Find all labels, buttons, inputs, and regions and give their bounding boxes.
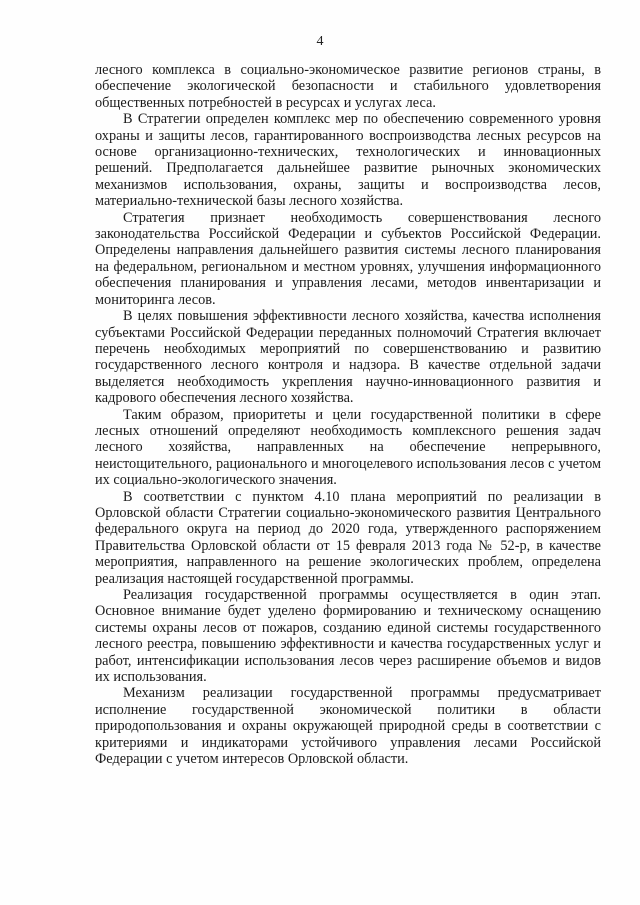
paragraph: лесного комплекса в социально-экономическое развитие регионов страны, в обеспечение экологической безопасности и стабильного удовлетворения общественных потребностей в ресурсах и услугах леса. (95, 62, 601, 111)
paragraph: В Стратегии определен комплекс мер по обеспечению современного уровня охраны и защиты лесов, гарантированного воспроизводства лесных ресурсов на основе организационно-технических, технологических и инновационных решений. Предполагается дальнейшее развитие рыночных экономических механизмов использования, охраны, защиты и воспроизводства лесов, материально-технической базы лесного хозяйства. (95, 111, 601, 210)
paragraph: Таким образом, приоритеты и цели государственной политики в сфере лесных отношений определяют необходимость комплексного решения задач лесного хозяйства, направленных на обеспечение непрерывного, неистощительного, рационального и многоцелевого использования лесов с учетом их социально-экологического значения. (95, 406, 601, 489)
page-number: 4 (316, 34, 324, 49)
paragraph: В соответствии с пунктом 4.10 плана мероприятий по реализации в Орловской области Стратегии социально-экономического развития Центрального федерального округа на период до 2020 года, утвержденного распоряжением Правительства Орловской области от 15 февраля 2013 года № 52-р, в качестве мероприятия, направленного на решение экологических проблем, определена реализация настоящей государственной программы. (95, 488, 601, 587)
document-body (95, 62, 601, 767)
paragraph: В целях повышения эффективности лесного хозяйства, качества исполнения субъектами Российской Федерации переданных полномочий Стратегия включает перечень необходимых мероприятий по совершенствованию и развитию государственного лесного контроля и надзора. В качестве отдельной задачи выделяется необходимость укрепления научно-инновационного развития и кадрового обеспечения лесного хозяйства. (95, 308, 601, 407)
paragraph: Реализация государственной программы осуществляется в один этап. Основное внимание будет уделено формированию и техническому оснащению системы охраны лесов от пожаров, созданию единой системы государственного лесного реестра, повышению эффективности и качества государственных услуг и работ, интенсификации использования лесов через расширение объемов и видов их использования. (95, 587, 601, 686)
paragraph: Стратегия признает необходимость совершенствования лесного законодательства Российской Федерации и субъектов Российской Федерации. Определены направления дальнейшего развития системы лесного планирования на федеральном, региональном и местном уровнях, улучшения информационного обеспечения планирования и управления лесами, методов инвентаризации и мониторинга лесов. (95, 209, 601, 308)
paragraph: Механизм реализации государственной программы предусматривает исполнение государственной экономической политики в области природопользования и охраны окружающей природной среды в соответствии с критериями и индикаторами устойчивого управления лесами Российской Федерации с учетом интересов Орловской области. (95, 685, 601, 768)
